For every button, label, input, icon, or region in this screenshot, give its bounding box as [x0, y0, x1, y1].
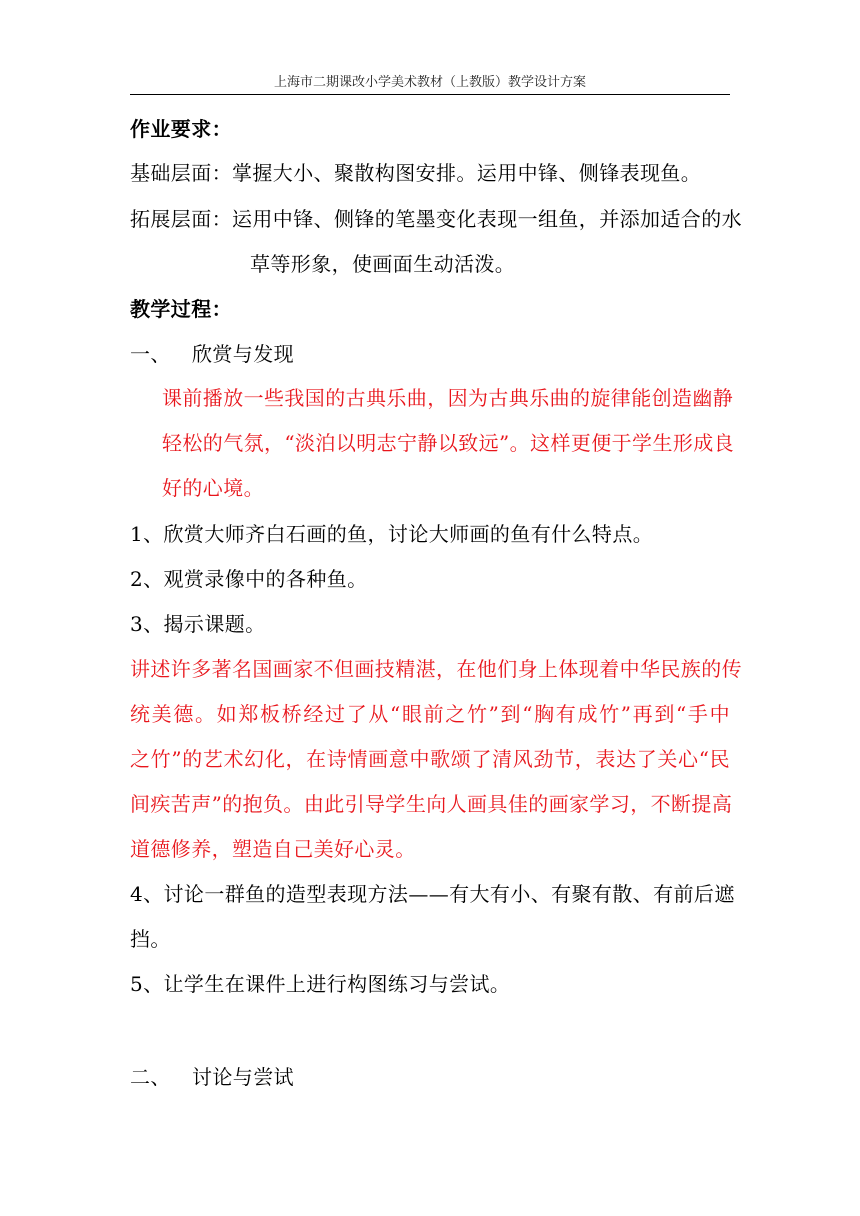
- story-line: 讲述许多著名国画家不但画技精湛，在他们身上体现着中华民族的传: [130, 657, 742, 681]
- section1-note-line: 好的心境。: [162, 476, 264, 500]
- step-item: 3、揭示课题。: [130, 612, 266, 636]
- section1-number: 一、: [130, 342, 171, 366]
- section1-title: 欣赏与发现: [192, 342, 294, 366]
- step5: 5、让学生在课件上进行构图练习与尝试。: [130, 972, 511, 996]
- step4-line1: 4、讨论一群鱼的造型表现方法——有大有小、有聚有散、有前后遮: [130, 882, 735, 906]
- section2-number: 二、: [130, 1065, 171, 1089]
- header-rule: [130, 94, 730, 95]
- story-line: 道德修养，塑造自己美好心灵。: [130, 837, 416, 861]
- step-item: 2、观赏录像中的各种鱼。: [130, 567, 368, 591]
- section2-title: 讨论与尝试: [192, 1065, 294, 1089]
- story-line: 之竹”的艺术幻化，在诗情画意中歌颂了清风劲节，表达了关心“民: [130, 747, 730, 771]
- homework-extended-line1: 拓展层面：运用中锋、侧锋的笔墨变化表现一组鱼，并添加适合的水: [130, 207, 742, 231]
- step-item: 1、欣赏大师齐白石画的鱼，讨论大师画的鱼有什么特点。: [130, 522, 654, 546]
- process-heading: 教学过程：: [130, 297, 232, 321]
- homework-basic: 基础层面：掌握大小、聚散构图安排。运用中锋、侧锋表现鱼。: [130, 161, 702, 185]
- homework-extended-line2: 草等形象，使画面生动活泼。: [250, 252, 516, 276]
- section1-note-line: 轻松的气氛，“淡泊以明志宁静以致远”。这样更便于学生形成良: [162, 431, 735, 455]
- section1-heading: [130, 340, 730, 368]
- story-line: 间疾苦声”的抱负。由此引导学生向人画具佳的画家学习，不断提高: [130, 792, 733, 816]
- section1-note-line: 课前播放一些我国的古典乐曲，因为古典乐曲的旋律能创造幽静: [162, 386, 734, 410]
- section2-heading: [130, 1063, 730, 1091]
- homework-heading: 作业要求：: [130, 117, 232, 141]
- step4-line2: 挡。: [130, 927, 171, 951]
- running-header: 上海市二期课改小学美术教材（上教版）教学设计方案: [273, 75, 586, 90]
- story-line: 统美德。如郑板桥经过了从“眼前之竹”到“胸有成竹”再到“手中: [130, 702, 730, 726]
